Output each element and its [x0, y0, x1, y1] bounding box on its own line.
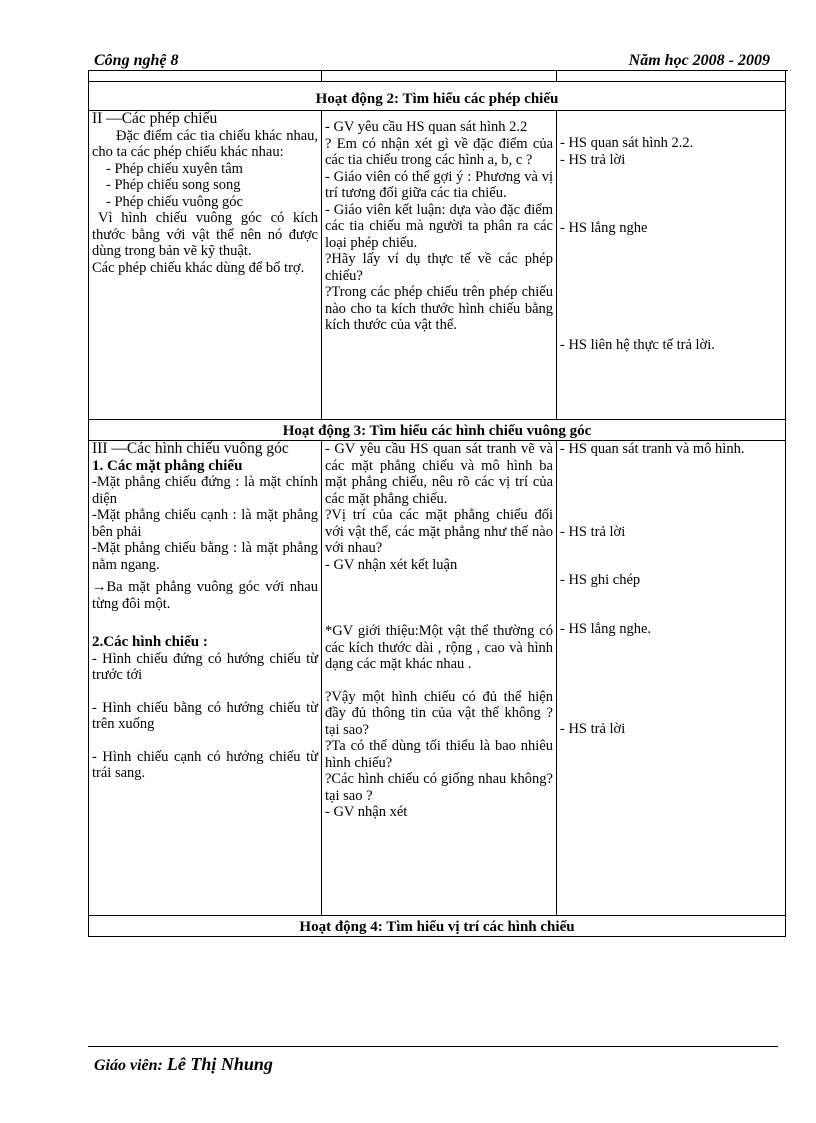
paragraph: -Mặt phẳng chiếu cạnh : là mặt phẳng bên phải	[92, 507, 318, 540]
student-step: - HS liên hệ thực tế trả lời.	[560, 336, 715, 353]
teacher-step: - Giáo viên kết luận: dựa vào đặc điểm các tia chiếu mà người ta phân ra các loại phép chiếu.	[325, 201, 553, 251]
school-year-header: Năm học 2008 - 2009	[628, 52, 770, 69]
section-iii-heading: III —Các hình chiếu vuông góc	[92, 440, 289, 457]
teacher-question: ?Trong các phép chiếu trên phép chiếu nào cho ta kích thước hình chiếu bằng kích thước của vật thể.	[325, 284, 553, 333]
activity-2-teacher-col	[322, 111, 557, 420]
teacher-question: ? Em có nhận xét gì về đặc điểm của các tia chiếu trong các hình a, b, c ?	[325, 135, 553, 168]
lesson-table	[88, 70, 786, 937]
student-step: - HS lắng nghe	[560, 220, 648, 236]
list-item: - Phép chiếu xuyên tâm	[106, 160, 243, 177]
teacher-name: Lê Thị Nhung	[166, 1054, 273, 1074]
teacher-step: *GV giới thiệu:Một vật thể thường có các kích thước dài , rộng , cao và hình dạng các mặt khác nhau .	[325, 623, 553, 672]
student-step: - HS trả lời	[560, 721, 626, 737]
activity-2-content-row	[89, 111, 786, 420]
teacher-question: ?Các hình chiếu có giống nhau không? tại sao ?	[325, 771, 553, 804]
paragraph: →Ba mặt phẳng vuông góc với nhau từng đôi một.	[92, 579, 318, 612]
activity-3-teacher-col	[322, 441, 557, 916]
teacher-question: ?Ta có thể dùng tối thiểu là bao nhiêu hình chiếu?	[325, 738, 553, 771]
section-ii-heading: II —Các phép chiếu	[92, 110, 218, 127]
activity-3-title: Hoạt động 3: Tìm hiểu các hình chiếu vuông góc	[89, 420, 786, 441]
activity-3-content-col	[89, 441, 322, 916]
teacher-question: ?Hãy lấy ví dụ thực tế về các phép chiếu?	[325, 251, 553, 284]
table-spacer-row	[89, 71, 786, 82]
activity-3-student-col	[557, 441, 786, 916]
teacher-step: - GV yêu cầu HS quan sát tranh vẽ và các mặt phẳng chiếu và mô hình ba mặt phẳng chiếu, nêu rõ các vị trí của các mặt phẳng chiếu.	[325, 441, 553, 507]
teacher-question: ?Vậy một hình chiếu có đủ thể hiện đầy đủ thông tin của vật thể không ? tại sao?	[325, 688, 553, 738]
activity-2-title: Hoạt động 2: Tìm hiểu các phép chiếu	[89, 82, 786, 111]
subheading: 1. Các mặt phẳng chiếu	[92, 457, 243, 474]
student-step: - HS ghi chép	[560, 572, 641, 588]
student-step: - HS quan sát hình 2.2.	[560, 135, 694, 151]
activity-2-content-col	[89, 111, 322, 420]
paragraph: - Hình chiếu cạnh có hướng chiếu từ trái sang.	[92, 748, 318, 781]
list-item: - Phép chiếu song song	[106, 177, 241, 193]
paragraph: Vì hình chiếu vuông góc có kích thước bằng với vật thể nên nó được dùng trong bản vẽ kỹ thuật.	[92, 210, 318, 259]
paragraph: -Mặt phẳng chiếu đứng : là mặt chính diện	[92, 474, 318, 507]
paragraph: Các phép chiếu khác dùng để bổ trợ.	[92, 259, 305, 276]
teacher-step: - Giáo viên có thể gợi ý : Phương và vị trí tương đối giữa các tia chiếu.	[325, 168, 553, 201]
student-step: - HS trả lời	[560, 151, 626, 168]
activity-2-title-row	[89, 82, 786, 111]
paragraph: - Hình chiếu đứng có hướng chiếu từ trước tới	[92, 650, 318, 683]
list-item: - Phép chiếu vuông góc	[106, 193, 243, 210]
activity-2-student-col	[557, 111, 786, 420]
teacher-signature	[94, 1054, 273, 1075]
student-step: - HS quan sát tranh và mô hình.	[560, 441, 745, 457]
paragraph: - Hình chiếu bằng có hướng chiếu từ trên xuống	[92, 699, 318, 732]
activity-4-title-row	[89, 916, 786, 937]
teacher-step: - GV nhận xét	[325, 804, 408, 820]
teacher-step: - GV nhận xét kết luận	[325, 556, 458, 573]
activity-3-content-row	[89, 441, 786, 916]
footer-rule	[88, 1046, 778, 1047]
paragraph: -Mặt phẳng chiếu bằng : là mặt phẳng nằm ngang.	[92, 540, 318, 573]
subheading: 2.Các hình chiếu :	[92, 634, 208, 650]
activity-4-title: Hoạt động 4: Tìm hiểu vị trí các hình chiếu	[89, 916, 786, 937]
activity-3-title-row	[89, 420, 786, 441]
teacher-label: Giáo viên:	[94, 1057, 163, 1074]
paragraph: Đặc điểm các tia chiếu khác nhau, cho ta các phép chiếu khác nhau:	[92, 127, 318, 160]
student-step: - HS trả lời	[560, 523, 626, 540]
student-step: - HS lắng nghe.	[560, 620, 652, 637]
teacher-step: - GV yêu cầu HS quan sát hình 2.2	[325, 119, 528, 135]
teacher-question: ?Vị trí của các mặt phẳng chiếu đối với vật thể, các mặt phẳng như thế nào với nhau?	[325, 507, 553, 556]
subject-header: Công nghệ 8	[94, 52, 179, 69]
